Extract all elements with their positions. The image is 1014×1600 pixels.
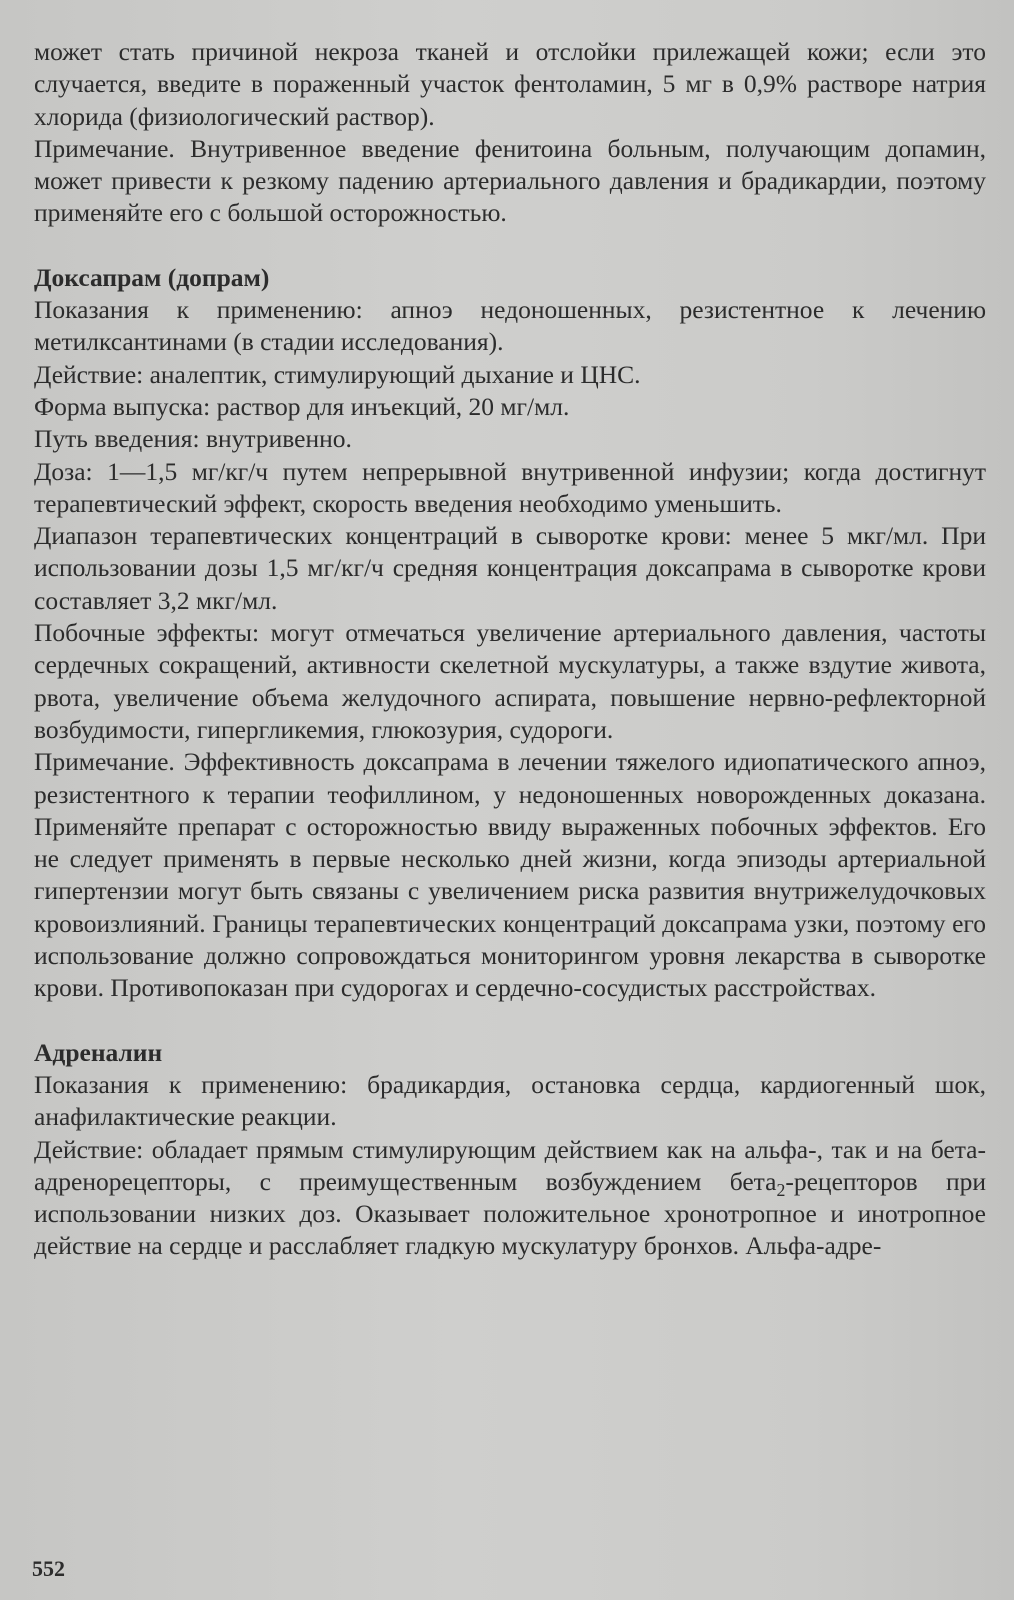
adrenaline-section: [34, 1037, 986, 1263]
section-gap: [34, 230, 986, 262]
doxapram-form: Форма выпуска: раствор для инъекций, 20 мг/мл.: [34, 391, 570, 421]
doxapram-route: Путь введения: внутривенно.: [34, 424, 352, 454]
adrenaline-title: Адреналин: [34, 1037, 163, 1067]
doxapram-indications: Показания к применению: апноэ недоношенных, резистентное к лечению метилксантинами (в стадии исследования).: [34, 295, 986, 357]
adrenaline-action: [34, 1134, 986, 1263]
page-number: 552: [32, 1556, 65, 1581]
adrenaline-action-text-cont: -рецепторов при использовании низких доз. Оказывает положительное хронотропное и инотропное действие на сердце и расслабляет гладкую мускулатуру бронхов. Альфа-адре-: [34, 1166, 986, 1261]
section-gap: [34, 1005, 986, 1037]
intro-section: [34, 36, 986, 230]
doxapram-title: Доксапрам (допрам): [34, 262, 270, 292]
doxapram-side-effects: Побочные эффекты: могут отмечаться увеличение артериального давления, частоты сердечных сокращений, активности скелетной мускулатуры, а также вздутие живота, рвота, увеличение объема желудочного аспирата, повышение нервно-рефлекторной возбудимости, гипергликемия, глюкозурия, судороги.: [34, 618, 986, 744]
adrenaline-indications: Показания к применению: брадикардия, остановка сердца, кардиогенный шок, анафилактические реакции.: [34, 1069, 986, 1132]
doxapram-note: Примечание. Эффективность доксапрама в лечении тяжелого идиопатического апноэ, резистентного к терапии теофиллином, у недоношенных новорожденных доказана. Применяйте препарат с осторожностью ввиду выраженных побочных эффектов. Его не следует применять в первые несколько дней жизни, когда эпизоды артериальной гипертензии могут быть связаны с увеличением риска развития внутрижелудочковых кровоизлияний. Границы терапевтических концентраций доксапрама узки, поэтому его использование должно сопровождаться мониторингом уровня лекарства в сыворотке крови. Противопоказан при судорогах и сердечно-сосудистых расстройствах.: [34, 747, 986, 1003]
doxapram-action: Действие: аналептик, стимулирующий дыхание и ЦНС.: [34, 359, 641, 389]
intro-paragraph: может стать причиной некроза тканей и отслойки прилежащей кожи; если это случается, введите в пораженный участок фентоламин, 5 мг в 0,9% растворе натрия хлорида (физиологический раствор).: [34, 37, 986, 131]
intro-note: Примечание. Внутривенное введение фенитоина больным, получающим допамин, может привести к резкому падению артериального давления и брадикардии, поэтому применяйте его с большой осторожностью.: [34, 133, 986, 228]
subscript: 2: [776, 1179, 786, 1200]
doxapram-section: [34, 262, 986, 1005]
doxapram-dose: Доза: 1—1,5 мг/кг/ч путем непрерывной внутривенной инфузии; когда достигнут терапевтический эффект, скорость введения необходимо уменьшить.: [34, 456, 986, 518]
doxapram-range: Диапазон терапевтических концентраций в сыворотке крови: менее 5 мкг/мл. При использовании дозы 1,5 мг/кг/ч средняя концентрация доксапрама в сыворотке крови составляет 3,2 мкг/мл.: [34, 521, 986, 615]
adrenaline-action-text: Действие: обладает прямым стимулирующим действием как на альфа-, так и на бета-адренорецепторы, с преимущественным возбуждением бета: [34, 1134, 986, 1196]
